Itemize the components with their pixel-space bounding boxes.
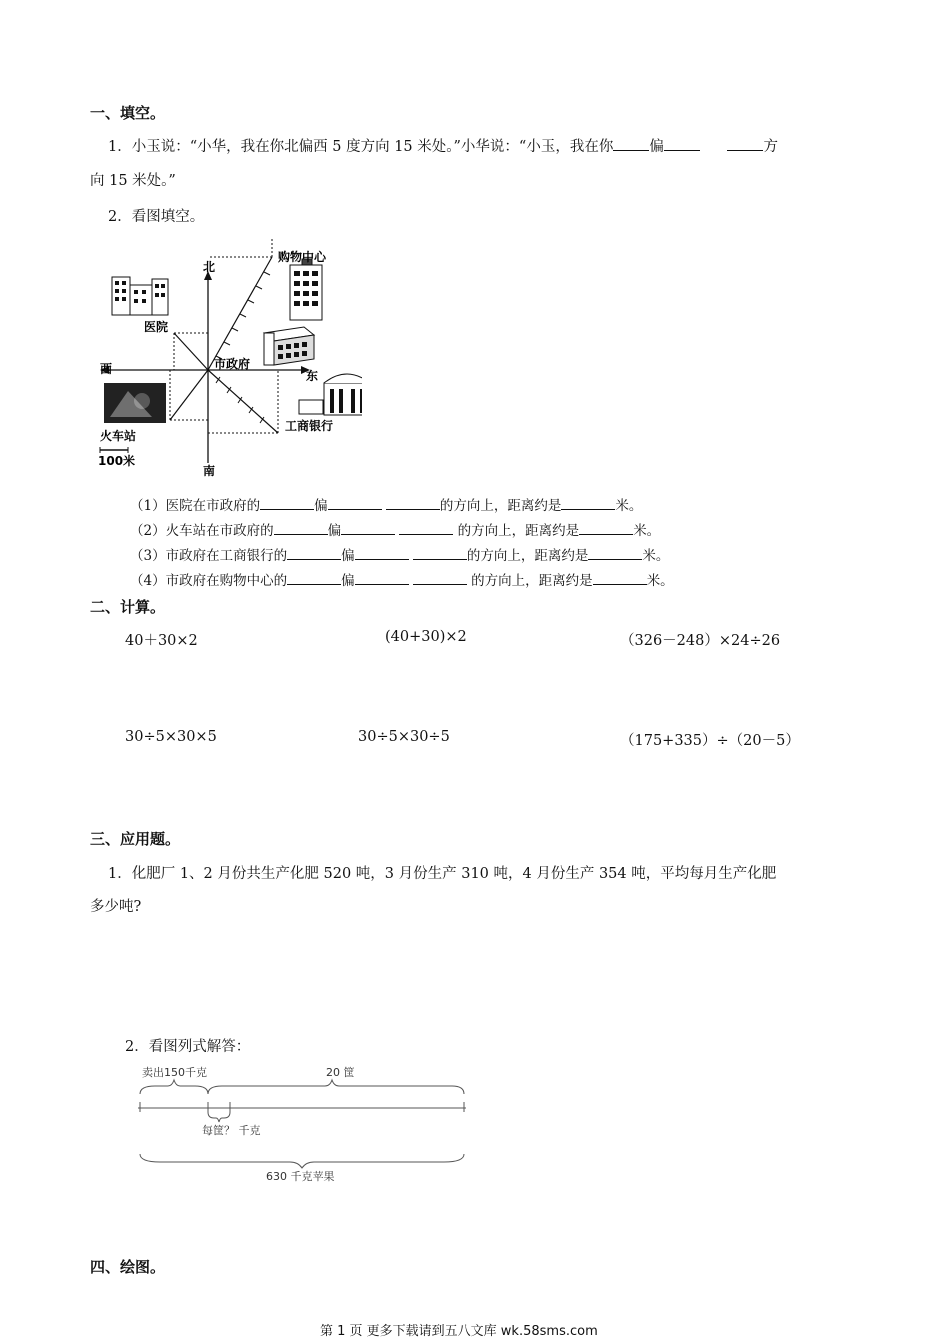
label-bank: 工商银行: [285, 419, 334, 433]
label-center: 市政府: [214, 357, 251, 371]
fill-text: （3）市政府在工商银行的: [130, 548, 288, 564]
expr-5: 30÷5×30÷5: [358, 729, 450, 745]
blank[interactable]: [274, 520, 328, 535]
fill-text: 偏: [341, 573, 355, 589]
label-baskets: 20 筐: [326, 1066, 355, 1079]
blank[interactable]: [413, 570, 467, 585]
fill-text: 偏: [327, 523, 342, 539]
expr-2: (40+30)×2: [385, 629, 467, 645]
cityhall-building-icon: [264, 327, 314, 365]
label-south: 南: [203, 464, 216, 478]
blank[interactable]: [579, 520, 633, 535]
q1-line2: 向 15 米处。”: [90, 173, 176, 189]
blank[interactable]: [328, 495, 382, 510]
fill-text: 的方向上，距离约是: [466, 573, 593, 589]
fill-row-1: [130, 494, 642, 514]
blank[interactable]: [287, 570, 341, 585]
section-2-title: 二、计算。: [90, 598, 166, 616]
fill-row-3: [130, 544, 669, 564]
blank[interactable]: [664, 136, 700, 151]
blank[interactable]: [287, 545, 341, 560]
blank[interactable]: [399, 520, 453, 535]
line-hospital: [174, 333, 208, 370]
fill-text: 偏: [341, 548, 355, 564]
fill-row-4: [130, 569, 674, 589]
direction-map: [92, 235, 362, 480]
blank[interactable]: [413, 545, 467, 560]
fill-text: （1）医院在市政府的: [130, 498, 261, 514]
fill-text: 米。: [633, 523, 661, 539]
label-total: 630 千克苹果: [266, 1170, 335, 1183]
section-4-title: 四、绘图。: [90, 1258, 166, 1276]
fill-row-2: [130, 519, 660, 539]
blank[interactable]: [593, 570, 647, 585]
blank[interactable]: [355, 570, 409, 585]
label-sold: 卖出150千克: [142, 1066, 207, 1079]
segment-diagram: [130, 1062, 475, 1187]
fill-text: 米。: [615, 498, 643, 514]
line-shopping: [208, 257, 272, 370]
app-q2: 2．看图列式解答：: [125, 1039, 251, 1055]
fill-text: 米。: [646, 573, 674, 589]
app-q1-line1: 1．化肥厂 1、2 月份共生产化肥 520 吨，3 月份生产 310 吨，4 月份生产 354 吨，平均每月生产化肥: [108, 866, 777, 882]
fill-text: 的方向上，距离约是: [439, 498, 562, 514]
hospital-building-icon: [112, 277, 168, 315]
expr-3: （326－248）×24÷26: [620, 633, 781, 649]
page-footer: 第 1 页 更多下载请到五八文库 wk.58sms.com: [320, 1324, 598, 1339]
label-station: 火车站: [100, 429, 137, 443]
fill-text: 的方向上，距离约是: [466, 548, 589, 564]
section-3-title: 三、应用题。: [90, 830, 181, 848]
blank[interactable]: [355, 545, 409, 560]
label-shopping: 购物中心: [278, 250, 327, 264]
app-q1-line2: 多少吨?: [90, 899, 142, 915]
q1-text-b: 偏: [649, 139, 664, 155]
blank[interactable]: [613, 136, 649, 151]
fill-text: 米。: [642, 548, 670, 564]
expr-4: 30÷5×30×5: [125, 729, 217, 745]
blank[interactable]: [727, 136, 763, 151]
q1-text-c: 方: [763, 139, 778, 155]
section-1-title: 一、填空。: [90, 104, 166, 122]
fill-text: （4）市政府在购物中心的: [130, 573, 288, 589]
q1-text-a: 1．小玉说：“小华，我在你北偏西 5 度方向 15 米处。”小华说：“小玉，我在你: [108, 139, 614, 155]
expr-1: 40＋30×2: [125, 633, 198, 649]
label-scale: 100米: [98, 454, 136, 468]
fill-text: （2）火车站在市政府的: [130, 523, 274, 539]
blank[interactable]: [588, 545, 642, 560]
blank[interactable]: [341, 520, 395, 535]
line-station: [170, 370, 208, 420]
label-north: 北: [203, 260, 216, 274]
station-icon: [104, 383, 166, 423]
expr-6: （175+335）÷（20－5）: [620, 733, 800, 749]
label-hospital: 医院: [144, 320, 169, 334]
label-each: 每筐？ 千克: [202, 1124, 261, 1137]
label-west: 西: [100, 362, 113, 376]
fill-text: 偏: [314, 498, 328, 514]
ticks-shopping: [216, 272, 270, 359]
blank[interactable]: [561, 495, 615, 510]
q2-title: 2．看图填空。: [108, 209, 205, 225]
blank[interactable]: [386, 495, 440, 510]
fill-text: 的方向上，距离约是: [453, 523, 580, 539]
label-east: 东: [306, 369, 319, 383]
shopping-building-icon: [290, 259, 322, 320]
blank[interactable]: [260, 495, 314, 510]
q1-line1: [108, 135, 778, 156]
